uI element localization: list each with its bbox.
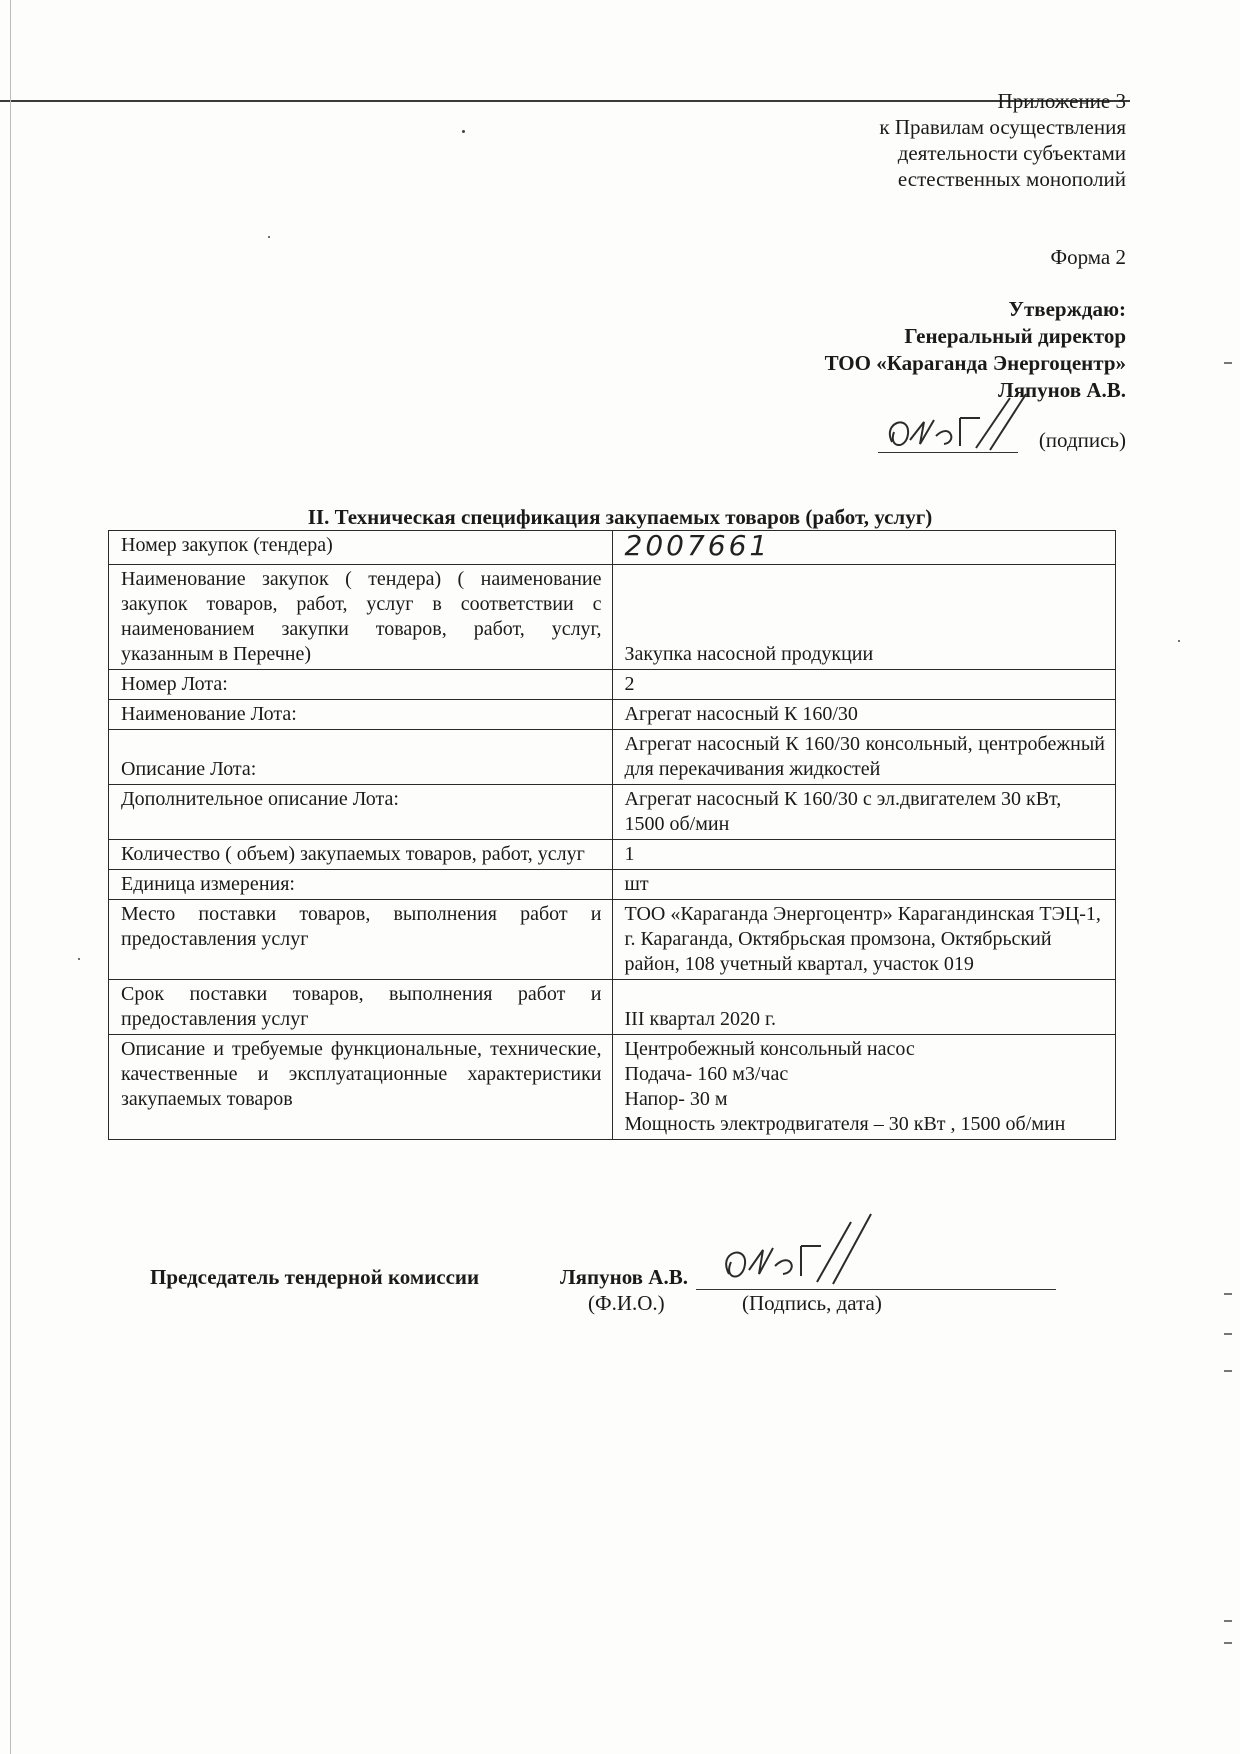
row-value: ТОО «Караганда Энергоцентр» Карагандинская ТЭЦ-1, г. Караганда, Октябрьская промзона, Октябрьский район, 108 учетный квартал, участок 019 (612, 900, 1116, 980)
characteristic-line: Подача- 160 м3/час (624, 1063, 789, 1085)
row-label: Описание и требуемые функциональные, технические, качественные и эксплуатационные характеристики закупаемых товаров (109, 1035, 613, 1140)
approval-line: Утверждаю: (1008, 297, 1126, 321)
approval-block (825, 296, 1126, 404)
scan-speck (268, 236, 270, 238)
scan-edge-mark (1224, 1333, 1232, 1335)
row-label: Дополнительное описание Лота: (109, 785, 613, 840)
fio-caption: (Ф.И.О.) (588, 1291, 665, 1315)
row-value: 2 (612, 670, 1116, 700)
table-row (109, 670, 1116, 700)
row-label: Срок поставки товаров, выполнения работ и предоставления услуг (109, 980, 613, 1035)
scan-edge-mark (1224, 1642, 1232, 1644)
chair-name: Ляпунов А.В. (560, 1265, 688, 1289)
table-row (109, 870, 1116, 900)
scan-speck (1178, 640, 1180, 642)
table-row (109, 785, 1116, 840)
row-label: Номер закупок (тендера) (109, 531, 613, 565)
row-value (612, 531, 1116, 565)
row-value: Агрегат насосный К 160/30 консольный, центробежный для перекачивания жидкостей (612, 730, 1116, 785)
scan-edge-mark (1224, 362, 1232, 364)
chair-signature-line (696, 1289, 1056, 1290)
row-value (612, 1035, 1116, 1140)
row-value: Агрегат насосный К 160/30 с эл.двигателем 30 кВт, 1500 об/мин (612, 785, 1116, 840)
row-value: Закупка насосной продукции (612, 565, 1116, 670)
row-label: Количество ( объем) закупаемых товаров, работ, услуг (109, 840, 613, 870)
table-row (109, 840, 1116, 870)
table-row (109, 980, 1116, 1035)
approval-line: Ляпунов А.В. (998, 378, 1126, 402)
table-row (109, 531, 1116, 565)
form-label: Форма 2 (1050, 245, 1126, 269)
table-row (109, 1035, 1116, 1140)
characteristic-line: Напор- 30 м (624, 1088, 728, 1110)
scan-edge-mark (1224, 1620, 1232, 1622)
characteristic-line: Центробежный консольный насос (624, 1038, 915, 1060)
scan-speck (462, 130, 465, 133)
scan-artifact-edge (10, 0, 11, 1754)
table-row (109, 565, 1116, 670)
signature-caption: (подпись) (1038, 428, 1126, 452)
sign-date-caption: (Подпись, дата) (742, 1291, 882, 1315)
table-row (109, 900, 1116, 980)
row-value: 1 (612, 840, 1116, 870)
scan-edge-mark (1224, 1370, 1232, 1372)
appendix-line: деятельности субъектами (897, 141, 1126, 165)
spec-table (108, 530, 1116, 1140)
row-label: Номер Лота: (109, 670, 613, 700)
approval-line: ТОО «Караганда Энергоцентр» (824, 351, 1126, 375)
row-label: Описание Лота: (109, 730, 613, 785)
table-row (109, 730, 1116, 785)
spec-title: II. Техническая спецификация закупаемых товаров (работ, услуг) (307, 505, 933, 529)
chair-label: Председатель тендерной комиссии (150, 1265, 480, 1289)
signature-underline (878, 452, 1018, 453)
characteristic-line: Мощность электродвигателя – 30 кВт , 1500 об/мин (624, 1113, 1066, 1135)
table-row (109, 700, 1116, 730)
row-label: Наименование Лота: (109, 700, 613, 730)
row-value: Агрегат насосный К 160/30 (612, 700, 1116, 730)
row-label: Единица измерения: (109, 870, 613, 900)
appendix-note (879, 88, 1126, 192)
scan-edge-mark (1224, 1293, 1232, 1295)
approval-line: Генеральный директор (904, 324, 1126, 348)
row-label: Наименование закупок ( тендера) ( наименование закупок товаров, работ, услуг в соответствии с наименованием закупки товаров, работ, услуг, указанным в Перечне) (109, 565, 613, 670)
appendix-line: к Правилам осуществления (879, 115, 1126, 139)
handwritten-tender-number: 2007661 (624, 529, 771, 562)
row-value: III квартал 2020 г. (612, 980, 1116, 1035)
appendix-line: естественных монополий (897, 167, 1126, 191)
scan-speck (78, 958, 80, 960)
appendix-line: Приложение 3 (997, 89, 1126, 113)
row-label: Место поставки товаров, выполнения работ и предоставления услуг (109, 900, 613, 980)
row-value: шт (612, 870, 1116, 900)
chair-signature (715, 1212, 875, 1292)
